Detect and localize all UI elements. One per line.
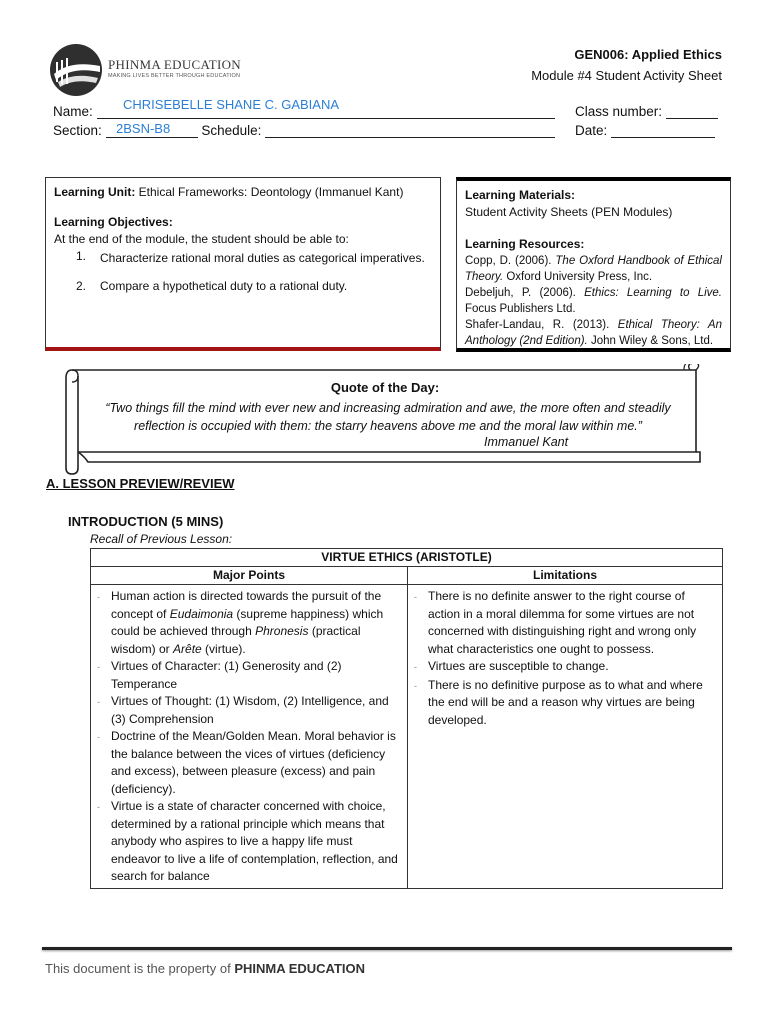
resources-label: Learning Resources: (465, 237, 585, 251)
learning-unit-box (45, 177, 441, 351)
date-row (575, 123, 715, 138)
module-title: Module #4 Student Activity Sheet (531, 68, 722, 83)
column-header-major-points: Major Points (91, 567, 408, 585)
date-field[interactable] (611, 124, 715, 138)
class-number-field[interactable] (666, 105, 718, 119)
materials-label: Learning Materials: (465, 188, 576, 202)
resource-item: Debeljuh, P. (2006). Ethics: Learning to Live. Focus Publishers Ltd. (465, 286, 722, 315)
resource-item: Copp, D. (2006). The Oxford Handbook of Ethical Theory. Oxford University Press, Inc. (465, 254, 722, 283)
quote-title: Quote of the Day: (330, 380, 440, 395)
phinma-logo (48, 42, 248, 98)
section-heading: A. LESSON PREVIEW/REVIEW (46, 476, 235, 491)
schedule-label: Schedule: (201, 123, 262, 138)
footer-brand: PHINMA EDUCATION (234, 961, 366, 976)
course-title: GEN006: Applied Ethics (574, 47, 722, 62)
logo-name: PHINMA EDUCATION (108, 57, 241, 72)
limitations-list (414, 588, 716, 729)
learning-unit (54, 184, 432, 201)
section-label: Section: (53, 123, 102, 138)
name-value: CHRISEBELLE SHANE C. GABIANA (123, 97, 340, 112)
footer-text: This document is the property of PHINMA EDUCATION (45, 961, 366, 976)
introduction-heading: INTRODUCTION (5 MINS) (68, 514, 224, 529)
section-value: 2BSN-B8 (116, 121, 171, 136)
quote-author: Immanuel Kant (484, 435, 569, 449)
table-title: VIRTUE ETHICS (ARISTOTLE) (91, 549, 723, 567)
materials-value: Student Activity Sheets (PEN Modules) (465, 204, 673, 219)
objectives-label: Learning Objectives: (54, 215, 173, 229)
objectives-list (54, 248, 432, 295)
learning-unit-label: Learning Unit: (54, 185, 136, 199)
list-item: 2. Compare a hypothetical duty to a rational duty. (76, 279, 348, 293)
list-item: - Virtues of Thought: (1) Wisdom, (2) Intelligence, and (3) Comprehension (97, 694, 389, 726)
name-label: Name: (53, 104, 93, 119)
footer-divider (42, 947, 732, 950)
date-label: Date: (575, 123, 608, 138)
list-item: - Virtue is a state of character concerned with choice, determined by a rational principle which means that anybody who aspires to live a happy life must endeavor to live a life of contemplation, reflection, and search for balance (97, 799, 398, 883)
list-item: - Doctrine of the Mean/Golden Mean. Moral behavior is the balance between the vices of virtues (deficiency and excess), between pleasure (excess) and pain (deficiency). (97, 729, 396, 796)
quote-text: “Two things fill the mind with ever new and increasing admiration and awe, the more often and steadily reflection is occupied with them: the starry heavens above me and the moral law within me.” (105, 401, 671, 433)
logo-tagline: MAKING LIVES BETTER THROUGH EDUCATION (108, 73, 241, 79)
resource-item: Shafer-Landau, R. (2013). Ethical Theory: An Anthology (2nd Edition). John Wiley & Sons, Ltd. (465, 318, 722, 347)
class-number-row (575, 104, 718, 119)
list-item: 1. Characterize rational moral duties as categorical imperatives. (76, 249, 425, 265)
list-item: - Human action is directed towards the pursuit of the concept of Eudaimonia (supreme happiness) which could be achieved through Phronesis (practical wisdom) or Arête (virtue). (97, 589, 384, 656)
class-number-label: Class number: (575, 104, 663, 119)
learning-unit-value: Ethical Frameworks: Deontology (Immanuel Kant) (138, 185, 404, 199)
globe-logo-icon (48, 42, 106, 100)
list-item: - There is no definite answer to the right course of action in a moral dilemma for some virtues are not concerned with distinguishing right and wrong only what characteristics one ought to possess. (414, 589, 697, 656)
virtue-ethics-table (90, 548, 723, 889)
list-item: - There is no definitive purpose as to what and where the end will be and a reason why virtues are being developed. (414, 677, 703, 727)
recall-label: Recall of Previous Lesson: (90, 532, 233, 546)
major-points-cell (91, 585, 408, 889)
limitations-cell (408, 585, 723, 889)
major-points-list (97, 588, 401, 886)
column-header-limitations: Limitations (408, 567, 723, 585)
objectives-intro: At the end of the module, the student should be able to: (54, 232, 349, 246)
schedule-field[interactable] (265, 124, 555, 138)
list-item: - Virtues are susceptible to change. (414, 659, 609, 673)
list-item: - Virtues of Character: (1) Generosity and (2) Temperance (97, 659, 342, 691)
learning-materials-box (456, 177, 731, 352)
